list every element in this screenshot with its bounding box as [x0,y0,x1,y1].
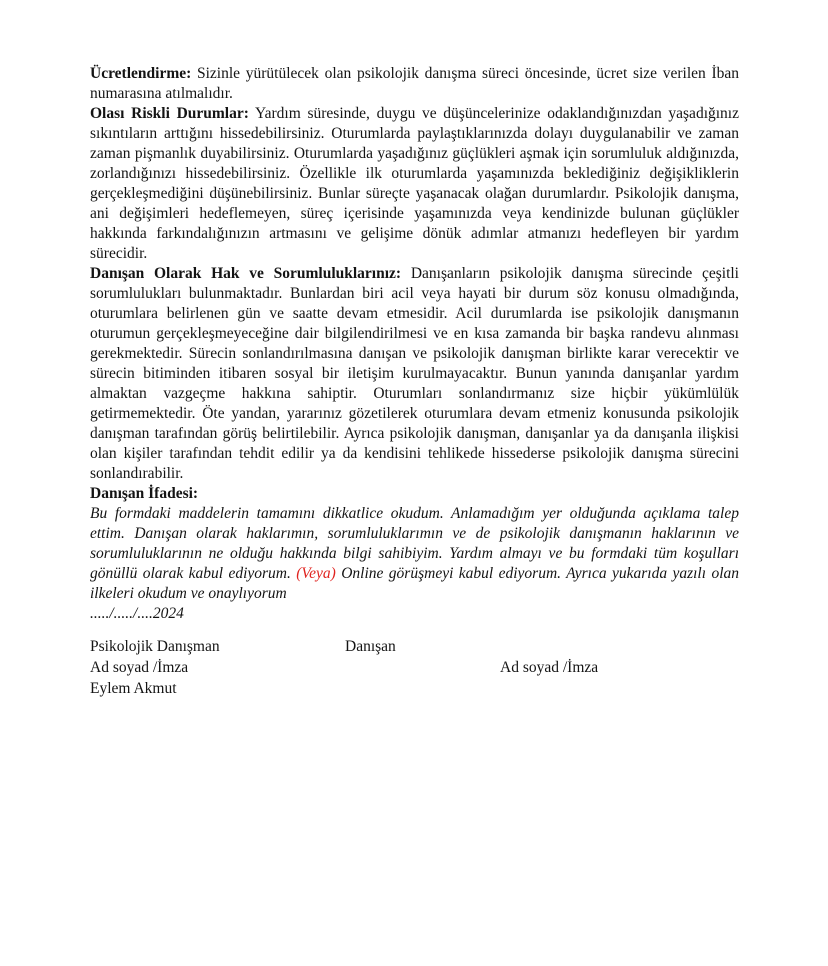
possible-risks-heading: Olası Riskli Durumlar: [90,105,249,122]
client-name-signature-label: Ad soyad /İmza [500,659,599,676]
client-rights-heading: Danışan Olarak Hak ve Sorumluluklarınız: [90,265,402,282]
signature-counselor-name-row [90,679,739,700]
signature-labels-row [90,658,739,679]
statement-text-after: Online görüşmeyi kabul ediyorum. Ayrıca yukarıda yazılı olan ilkeleri okudum ve onaylıyorum [90,565,739,602]
consent-form-document [90,64,739,700]
client-rights-text: Danışanların psikolojik danışma sürecinde çeşitli sorumlulukları bulunmaktadır. Bunlardan biri acil veya hayati bir durum söz konusu olmadığında, oturumlara belirlenen gün ve saatte devam etmesidir. Acil durumlarda ise psikolojik danışmanın oturumun gerçekleşmeyeceğine dair bilgilendirilmesi ve en kısa zamanda bir başka randevu alınması gerekmektedir. Sürecin sonlandırılmasına danışan ve psikolojik danışman birlikte karar verecektir ve sürecin bitiminden itibaren sosyal bir iletişim kurulmayacaktır. Bunun yanında danışanlar yardım almaktan vazgeçme hakkına sahiptir. Oturumları sonlandırmanız size hiçbir yükümlülük getirmemektedir. Öte yandan, yararınız gözetilerek oturumlara devam etmeniz konusunda psikolojik danışman tarafından görüş belirtilebilir. Ayrıca psikolojik danışman, danışanlar ya da danışanla ilişkisi olan kişiler tarafından tehdit edilir ya da kendisini tehlikede hissederse psikolojik danışma sürecini sonlandırabilir. [90,265,739,482]
client-title: Danışan [345,638,396,655]
possible-risks-text: Yardım süresinde, duygu ve düşüncelerinize odaklandığınızdan yaşadığınız sıkıntıların arttığını hissedebilirsiniz. Oturumlarda paylaştıklarınızda dolayı duygulanabilir ve zaman zaman pişmanlık duyabilirsiniz. Oturumlarda yaşadığınız güçlükleri aşmak için sorumluluk aldığınızda, zorlandığınızı hissedebilirsiniz. Özellikle ilk oturumlarda yaşamınızda beklediğiniz değişikliklerin gerçekleşmediğini düşünebilirsiniz. Bunlar süreçte yaşanacak olağan durumlardır. Psikolojik danışma, ani değişimleri hedeflemeyen, süreç içerisinde yaşamınızda veya kendinizde bulunan güçlükler hakkında farkındalığınızın artmasını ve gelişime dönük adımlar atmanızı hedefleyen bir yardım sürecidir. [90,105,739,262]
statement-red-note: (Veya) [296,565,336,582]
fees-heading: Ücretlendirme: [90,65,192,82]
statement-text-before: Bu formdaki maddelerin tamamını dikkatlice okudum. Anlamadığım yer olduğunda açıklama talep ettim. Danışan olarak haklarımın, sorumluluklarımın ve de psikolojik danışmanın haklarının ve sorumluluklarının ne olduğu hakkında bilgi sahibiyim. Yardım almayı ve bu formdaki tüm koşulları gönüllü olarak kabul ediyorum. [90,505,739,582]
paragraph-client-rights [90,264,739,484]
client-statement-paragraph [90,504,739,604]
signature-titles-row [90,637,739,658]
client-statement-heading: Danışan İfadesi: [90,485,199,502]
date-fill-in-line: ...../...../....2024 [90,605,184,622]
counselor-name: Eylem Akmut [90,680,177,697]
signature-block [90,637,739,700]
counselor-name-signature-label: Ad soyad /İmza [90,659,189,676]
counselor-title: Psikolojik Danışman [90,638,220,655]
paragraph-fees [90,64,739,104]
fees-text: Sizinle yürütülecek olan psikolojik danışma süreci öncesinde, ücret size verilen İban numarasına atılmalıdır. [90,65,740,102]
paragraph-possible-risks [90,104,739,264]
